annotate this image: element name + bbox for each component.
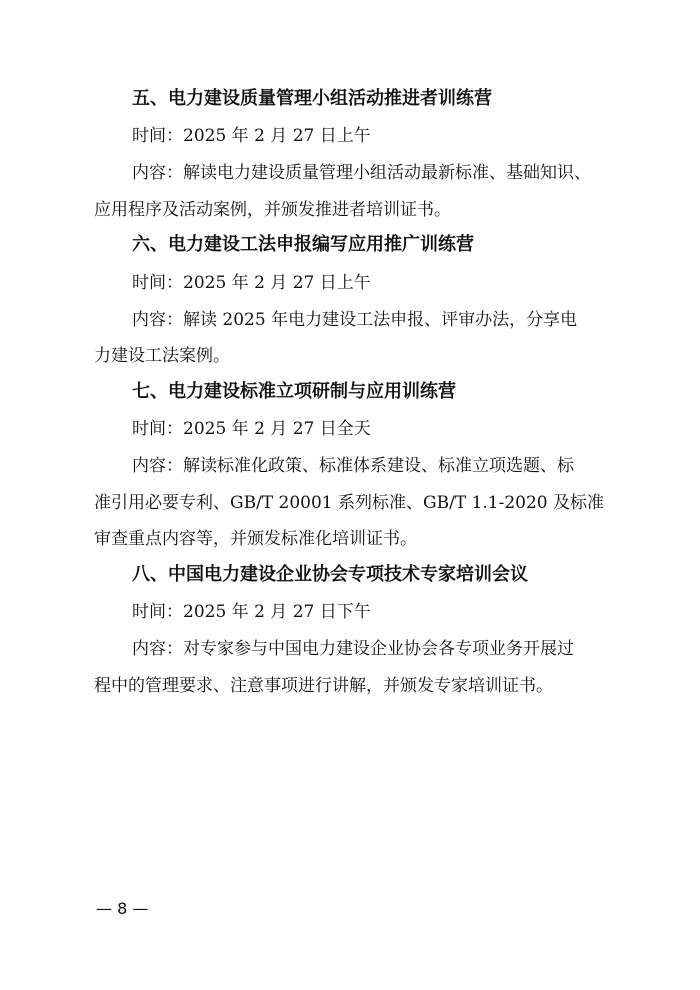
section-time: 时间：2025 年 2 月 27 日上午: [132, 273, 371, 293]
section-heading: 七、电力建设标准立项研制与应用训练营: [132, 381, 456, 402]
section-content-line: 程中的管理要求、注意事项进行讲解，并颁发专家培训证书。: [94, 676, 553, 696]
section-heading: 八、中国电力建设企业协会专项技术专家培训会议: [132, 564, 528, 585]
section-content-line: 力建设工法案例。: [94, 346, 230, 366]
section-time: 时间：2025 年 2 月 27 日全天: [132, 419, 371, 439]
section-content-line: 准引用必要专利、GB/T 20001 系列标准、GB/T 1.1-2020 及标准: [94, 493, 605, 513]
page-number: — 8 —: [96, 899, 149, 918]
section-content-line: 审查重点内容等，并颁发标准化培训证书。: [94, 529, 417, 549]
section-heading: 五、电力建设质量管理小组活动推进者训练营: [132, 88, 492, 109]
section-content-line: 内容：解读 2025 年电力建设工法申报、评审办法，分享电: [132, 310, 578, 330]
section-content-line: 内容：解读电力建设质量管理小组活动最新标准、基础知识、: [132, 163, 591, 183]
section-content-line: 应用程序及活动案例，并颁发推进者培训证书。: [94, 200, 451, 220]
section-content-line: 内容：对专家参与中国电力建设企业协会各专项业务开展过: [132, 639, 574, 659]
section-heading: 六、电力建设工法申报编写应用推广训练营: [132, 234, 474, 255]
section-time: 时间：2025 年 2 月 27 日下午: [132, 602, 371, 622]
section-content-line: 内容：解读标准化政策、标准体系建设、标准立项选题、标: [132, 456, 574, 476]
section-time: 时间：2025 年 2 月 27 日上午: [132, 126, 371, 146]
